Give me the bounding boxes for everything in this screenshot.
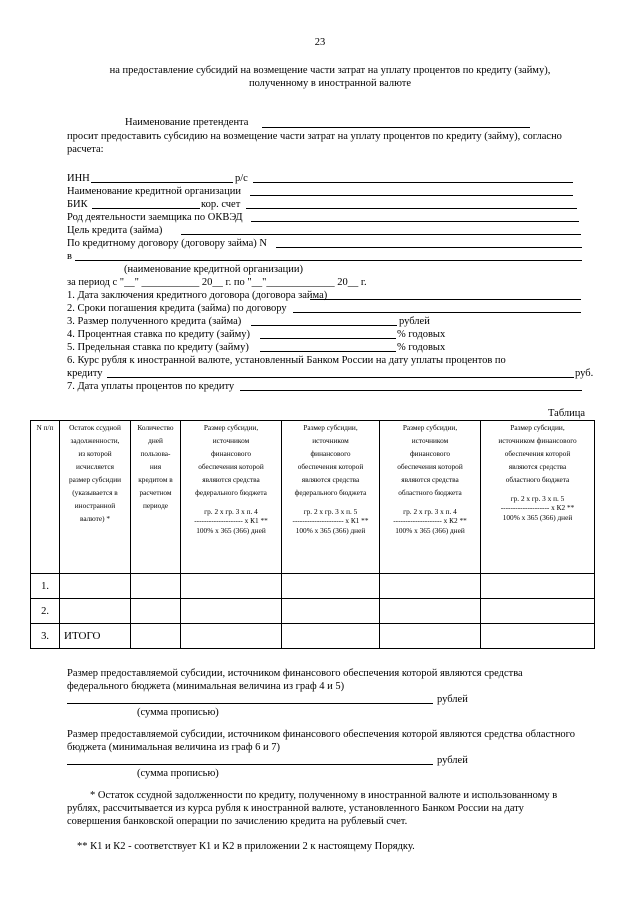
header-cell-fed-5	[282, 421, 380, 574]
header-line: источником	[411, 436, 449, 445]
header-formula-bar: -------------------- x К2 **	[500, 503, 575, 512]
header-formula-bar: -------------------- x К1 **	[194, 516, 268, 525]
header-cell-reg-7	[481, 421, 595, 574]
org-caption: (наименование кредитной организации)	[124, 264, 303, 275]
header-spacer	[282, 499, 379, 507]
table-cell[interactable]	[181, 624, 282, 649]
table-cell[interactable]	[282, 574, 380, 599]
header-line: федерального бюджета	[195, 488, 267, 497]
bik-field[interactable]	[92, 208, 200, 209]
header-line: областного бюджета	[398, 488, 462, 497]
header-line: федерального бюджета	[294, 488, 367, 497]
note-2: ** К1 и К2 - соответствует К1 и К2 в приложении 2 к настоящему Порядку.	[77, 841, 415, 852]
header-line: являются средства	[508, 462, 567, 471]
note-1-line-3: совершения банковской операции по зачислению кредита на рублевый счет.	[67, 816, 408, 827]
summary-fed-caption: (сумма прописью)	[137, 707, 219, 718]
page-number: 23	[314, 37, 326, 48]
table-cell[interactable]	[481, 599, 595, 624]
item-6-line-2: кредиту	[67, 368, 103, 379]
header-formula-den: 100% x 365 (366) дней	[502, 513, 573, 522]
header-line: источником	[312, 436, 349, 445]
bank-name-label: Наименование кредитной организации	[67, 186, 241, 197]
table-cell[interactable]	[131, 624, 181, 649]
row-label[interactable]	[60, 574, 131, 599]
header-line: дней	[148, 436, 163, 445]
header-line: Остаток ссудной	[69, 423, 121, 432]
item-5-label: 5. Предельная ставка по кредиту (займу)	[67, 342, 249, 353]
activity-field[interactable]	[251, 221, 579, 222]
header-line: являются средства	[202, 475, 260, 484]
header-line: пользова-	[140, 449, 171, 458]
applicant-label: Наименование претендента	[125, 117, 249, 128]
summary-reg-line-1: Размер предоставляемой субсидии, источником финансового обеспечения которой являются средства областного	[67, 729, 575, 740]
item-4-unit: % годовых	[397, 329, 446, 340]
item-2-label: 2. Сроки погашения кредита (займа) по договору	[67, 303, 287, 314]
item-1-field[interactable]	[310, 299, 581, 300]
table-caption: Таблица	[548, 408, 586, 419]
table-cell[interactable]	[282, 624, 380, 649]
header-formula-num: гр. 2 x гр. 3 x п. 5	[303, 507, 358, 516]
summary-reg-line-2: бюджета (минимальная величина из граф 6 и 7)	[67, 742, 280, 753]
header-line: обеспечения которой	[504, 449, 571, 458]
header-formula-den: 100% x 365 (366) дней	[395, 526, 465, 535]
item-7-field[interactable]	[240, 390, 582, 391]
subsidy-table	[30, 420, 595, 649]
header-line: Размер субсидии,	[303, 423, 358, 432]
item-7-label: 7. Дата уплаты процентов по кредиту	[67, 381, 235, 392]
applicant-text-2: расчета:	[67, 144, 104, 155]
header-line: расчетном	[139, 488, 172, 497]
title-line-2: полученному в иностранной валюте	[248, 78, 412, 89]
table-row	[31, 574, 595, 599]
table-row	[31, 599, 595, 624]
header-line: размер субсидии	[68, 475, 122, 484]
header-line: исчисляется	[76, 462, 114, 471]
header-cell-num	[31, 421, 60, 574]
summary-reg-unit: рублей	[437, 755, 468, 766]
table-row	[31, 624, 595, 649]
header-line: финансового	[310, 449, 351, 458]
header-spacer	[380, 499, 480, 507]
table-cell[interactable]	[380, 574, 481, 599]
kor-field[interactable]	[246, 208, 577, 209]
header-line: источником	[212, 436, 250, 445]
header-formula-num: гр. 2 x гр. 3 x п. 5	[510, 494, 565, 503]
summary-reg-caption: (сумма прописью)	[137, 768, 219, 779]
header-line: (указывается в	[72, 488, 118, 497]
header-line: обеспечения которой	[297, 462, 364, 471]
header-line: кредитом в	[138, 475, 173, 484]
header-line: Количество	[137, 423, 174, 432]
header-line: обеспечения которой	[397, 462, 463, 471]
header-cell-reg-6	[380, 421, 481, 574]
inn-field[interactable]	[91, 182, 233, 183]
header-cell-days	[131, 421, 181, 574]
item-2-field[interactable]	[293, 312, 581, 313]
contract-label: По кредитному договору (договору займа) N	[67, 238, 267, 249]
bank-name-field[interactable]	[250, 195, 573, 196]
summary-fed-field[interactable]	[67, 703, 433, 704]
rs-label: р/с	[235, 173, 248, 184]
contract-field[interactable]	[276, 247, 582, 248]
header-formula-num: гр. 2 x гр. 3 x п. 4	[403, 507, 457, 516]
header-line: валюте) *	[80, 514, 110, 523]
item-4-label: 4. Процентная ставка по кредиту (займу)	[67, 329, 250, 340]
rs-field[interactable]	[253, 182, 573, 183]
kor-label: кор. счет	[201, 199, 241, 210]
row-label-total: ИТОГО	[60, 624, 131, 649]
item-4-field[interactable]	[260, 338, 396, 339]
row-number: 3.	[31, 624, 60, 649]
item-6-unit: руб.	[575, 368, 594, 379]
header-line: из которой	[78, 449, 112, 458]
header-line: являются средства	[401, 475, 459, 484]
row-label[interactable]	[60, 599, 131, 624]
summary-fed-line-2: федерального бюджета (минимальная величина из граф 4 и 5)	[67, 681, 345, 692]
row-number: 1.	[31, 574, 60, 599]
table-cell[interactable]	[481, 574, 595, 599]
note-1-line-1: * Остаток ссудной задолженности по кредиту, полученному в иностранной валюте и использованному в	[90, 790, 558, 801]
header-line: ния	[149, 462, 162, 471]
header-cell-balance	[60, 421, 131, 574]
header-line: источником финансового	[498, 436, 577, 445]
header-formula-den: 100% x 365 (366) дней	[295, 526, 366, 535]
table-cell[interactable]	[380, 599, 481, 624]
table-cell[interactable]	[181, 574, 282, 599]
table-cell[interactable]	[282, 599, 380, 624]
header-cell-fed-4	[181, 421, 282, 574]
purpose-field[interactable]	[181, 234, 581, 235]
item-3-unit: рублей	[399, 316, 430, 327]
header-line: Размер субсидии,	[402, 423, 458, 432]
header-spacer	[181, 499, 281, 507]
table-cell[interactable]	[181, 599, 282, 624]
header-line: являются средства	[301, 475, 360, 484]
applicant-name-field[interactable]	[262, 127, 530, 128]
note-1-line-2: рублях, рассчитывается из курса рубля к иностранной валюте, установленного Банком России на дату	[67, 803, 524, 814]
header-line: Размер субсидии,	[203, 423, 259, 432]
summary-fed-line-1: Размер предоставляемой субсидии, источником финансового обеспечения которой являются средства	[67, 668, 523, 679]
header-line: иностранной	[74, 501, 116, 510]
item-5-field[interactable]	[260, 351, 396, 352]
item-3-label: 3. Размер полученного кредита (займа)	[67, 316, 242, 327]
title-line-1: на предоставление субсидий на возмещение части затрат на уплату процентов по кредиту (займу),	[109, 65, 551, 76]
header-formula-bar: -------------------- x К2 **	[393, 516, 467, 525]
header-line: периоде	[142, 501, 169, 510]
header-line: N п/п	[36, 423, 54, 432]
header-line: областного бюджета	[505, 475, 570, 484]
header-formula-den: 100% x 365 (366) дней	[196, 526, 266, 535]
header-formula-num: гр. 2 x гр. 3 x п. 4	[204, 507, 258, 516]
header-line: задолженности,	[70, 436, 120, 445]
inn-label: ИНН	[67, 173, 90, 184]
item-1-label: 1. Дата заключения кредитного договора (договора займа)	[67, 290, 328, 301]
header-formula-bar: --------------------- x К1 **	[292, 516, 369, 525]
row-number: 2.	[31, 599, 60, 624]
item-6-line-1: 6. Курс рубля к иностранной валюте, установленный Банком России на дату уплаты процентов по	[67, 355, 506, 366]
header-spacer	[481, 486, 594, 494]
applicant-text-1: просит предоставить субсидию на возмещение части затрат на уплату процентов по кредиту (займу), согласно	[67, 131, 562, 142]
purpose-label: Цель кредита (займа)	[67, 225, 163, 236]
header-line: обеспечения которой	[198, 462, 264, 471]
table-cell[interactable]	[131, 599, 181, 624]
table-cell[interactable]	[131, 574, 181, 599]
summary-fed-unit: рублей	[437, 694, 468, 705]
v-label: в	[67, 251, 72, 262]
bik-label: БИК	[67, 199, 88, 210]
table-cell[interactable]	[481, 624, 595, 649]
item-3-field[interactable]	[251, 325, 397, 326]
org-field[interactable]	[75, 260, 582, 261]
period-line: за период с "__" ___________ 20__ г. по "__"_____________ 20__ г.	[67, 277, 367, 288]
header-line: финансового	[409, 449, 451, 458]
table-cell[interactable]	[380, 624, 481, 649]
item-6-field[interactable]	[107, 377, 574, 378]
header-line: Размер субсидии,	[510, 423, 565, 432]
item-5-unit: % годовых	[397, 342, 446, 353]
activity-label: Род деятельности заемщика по ОКВЭД	[67, 212, 243, 223]
header-line: финансового	[210, 449, 252, 458]
summary-reg-field[interactable]	[67, 764, 433, 765]
